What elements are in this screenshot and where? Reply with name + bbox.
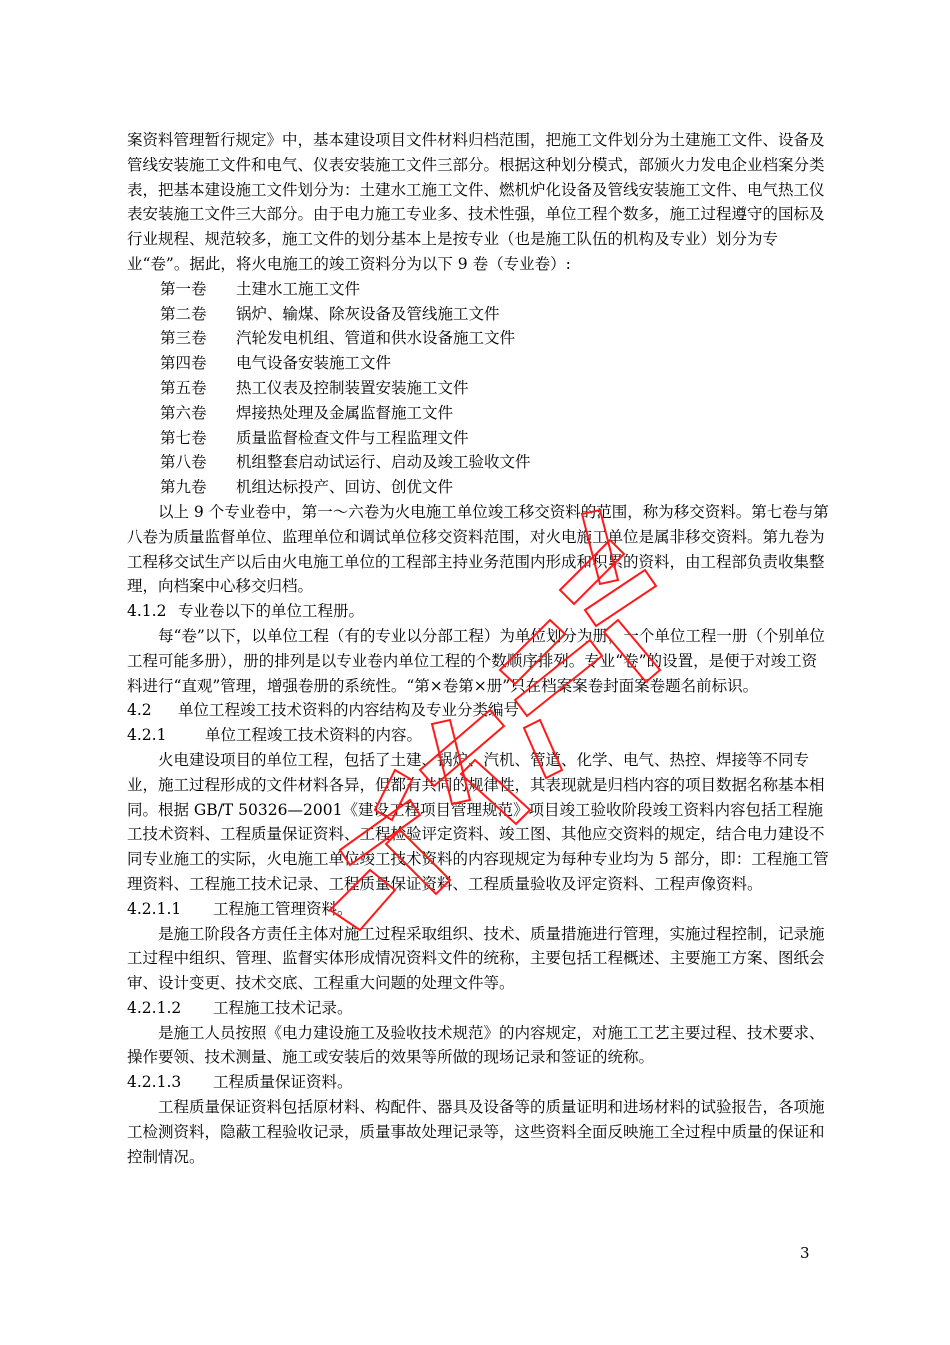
heading-4-2-1-1 <box>127 897 831 922</box>
volume-name: 第六卷 <box>160 403 207 422</box>
volume-item <box>127 376 831 401</box>
section-title: 专业卷以下的单位工程册。 <box>178 602 365 621</box>
volume-title: 锅炉、输煤、除灰设备及管线施工文件 <box>236 304 500 323</box>
volume-title: 焊接热处理及金属监督施工文件 <box>236 403 454 422</box>
volume-item <box>127 426 831 451</box>
section-number: 4.2.1.1 <box>127 899 182 918</box>
volume-title: 土建水工施工文件 <box>236 279 361 298</box>
section-number: 4.2.1.3 <box>127 1073 182 1092</box>
volume-title: 汽轮发电机组、管道和供水设备施工文件 <box>236 329 516 348</box>
volume-title: 机组整套启动试运行、启动及竣工验收文件 <box>236 453 531 472</box>
section-title: 工程质量保证资料。 <box>213 1073 353 1092</box>
paragraph-quality-assurance: 工程质量保证资料包括原材料、构配件、器具及设备等的质量证明和进场材料的试验报告，各项施工检测资料，隐蔽工程验收记录，质量事故处理记录等，这些资料全面反映施工全过程中质量的保证和控制情况。 <box>127 1098 825 1166</box>
section-title: 单位工程竣工技术资料的内容结构及专业分类编号 <box>178 701 520 720</box>
volume-name: 第五卷 <box>160 378 207 397</box>
volume-item <box>127 475 831 500</box>
heading-4-2-1-2 <box>127 996 831 1021</box>
paragraph-technical-records: 是施工人员按照《电力建设施工及验收技术规范》的内容规定，对施工工艺主要过程、技术要求、操作要领、技术测量、施工或安装后的效果等所做的现场记录和签证的统称。 <box>127 1023 825 1067</box>
volume-name: 第一卷 <box>160 279 207 298</box>
paragraph-content-structure: 火电建设项目的单位工程，包括了土建、锅炉、汽机、管道、化学、电气、热控、焊接等不同专业，施工过程形成的文件材料各异，但都有共同的规律性，其表现就是归档内容的项目数据名称基本相同。根据 GB/T 50326—2001《建设工程项目管理规范》项目竣工验收阶段竣工资料内容包括工程施工技术资料、工程质量保证资料、工程检验评定资料、竣工图、其他应交资料的规定，结合电力建设不同专业施工的实际，火电施工单位竣工技术资料的内容现规定为每种专业均为 5 部分，即：工程施工管理资料、工程施工技术记录、工程质量保证资料、工程质量验收及评定资料、工程声像资料。 <box>127 750 829 893</box>
volume-item <box>127 326 831 351</box>
section-number: 4.2 <box>127 701 152 720</box>
heading-4-1-2 <box>127 599 831 624</box>
volume-title: 机组达标投产、回访、创优文件 <box>236 478 454 497</box>
volume-name: 第二卷 <box>160 304 207 323</box>
section-number: 4.1.2 <box>127 602 167 621</box>
volume-title: 质量监督检查文件与工程监理文件 <box>236 428 469 447</box>
volume-title: 热工仪表及控制装置安装施工文件 <box>236 378 469 397</box>
paragraph-management-data: 是施工阶段各方责任主体对施工过程采取组织、技术、质量措施进行管理，实施过程控制，记录施工过程中组织、管理、监督实体形成情况资料文件的统称，主要包括工程概述、主要施工方案、图纸会审、设计变更、技术交底、工程重大问题的处理文件等。 <box>127 924 825 993</box>
heading-4-2 <box>127 698 831 723</box>
volume-item <box>127 450 831 475</box>
section-title: 单位工程竣工技术资料的内容。 <box>205 726 423 745</box>
page-number: 3 <box>800 1244 810 1262</box>
volume-item <box>127 351 831 376</box>
volume-name: 第七卷 <box>160 428 207 447</box>
page-body <box>127 128 831 1169</box>
volume-name: 第三卷 <box>160 329 207 348</box>
volume-item <box>127 277 831 302</box>
paragraph-volume-scope: 以上 9 个专业卷中，第一～六卷为火电施工单位竣工移交资料的范围，称为移交资料。第七卷与第八卷为质量监督单位、监理单位和调试单位移交资料范围，对火电施工单位是属非移交资料。第九卷为工程移交试生产以后由火电施工单位的工程部主持业务范围内形成和积累的资料，由工程部负责收集整理，向档案中心移交归档。 <box>127 502 829 596</box>
volume-name: 第九卷 <box>160 478 207 497</box>
volume-item <box>127 401 831 426</box>
paragraph-archive-intro: 案资料管理暂行规定》中，基本建设项目文件材料归档范围，把施工文件划分为土建施工文件、设备及管线安装施工文件和电气、仪表安装施工文件三部分。根据这种划分模式，部颁火力发电企业档案分类表，把基本建设施工文件划分为：土建水工施工文件、燃机炉化设备及管线安装施工文件、电气热工仪表安装施工文件三大部分。由于电力施工专业多、技术性强，单位工程个数多，施工过程遵守的国标及行业规程、规范较多，施工文件的划分基本上是按专业（也是施工队伍的机构及专业）划分为专业“卷”。据此，将火电施工的竣工资料分为以下 9 卷（专业卷）: <box>127 131 825 273</box>
volume-item <box>127 302 831 327</box>
volume-name: 第四卷 <box>160 354 207 373</box>
heading-4-2-1-3 <box>127 1070 831 1095</box>
section-title: 工程施工管理资料。 <box>213 899 353 918</box>
section-title: 工程施工技术记录。 <box>213 998 353 1017</box>
heading-4-2-1 <box>127 723 831 748</box>
section-number: 4.2.1 <box>127 726 167 745</box>
volume-list <box>127 277 831 500</box>
section-number: 4.2.1.2 <box>127 998 182 1017</box>
paragraph-unit-project-book: 每“卷”以下，以单位工程（有的专业以分部工程）为单位划分为册，一个单位工程一册（个别单位工程可能多册），册的排列是以专业卷内单位工程的个数顺序排列。专业“卷”的设置，是便于对竣工资料进行“直观”管理，增强卷册的系统性。“第×卷第×册”只在档案案卷封面案卷题名前标识。 <box>127 626 825 695</box>
volume-name: 第八卷 <box>160 453 207 472</box>
volume-title: 电气设备安装施工文件 <box>236 354 392 373</box>
